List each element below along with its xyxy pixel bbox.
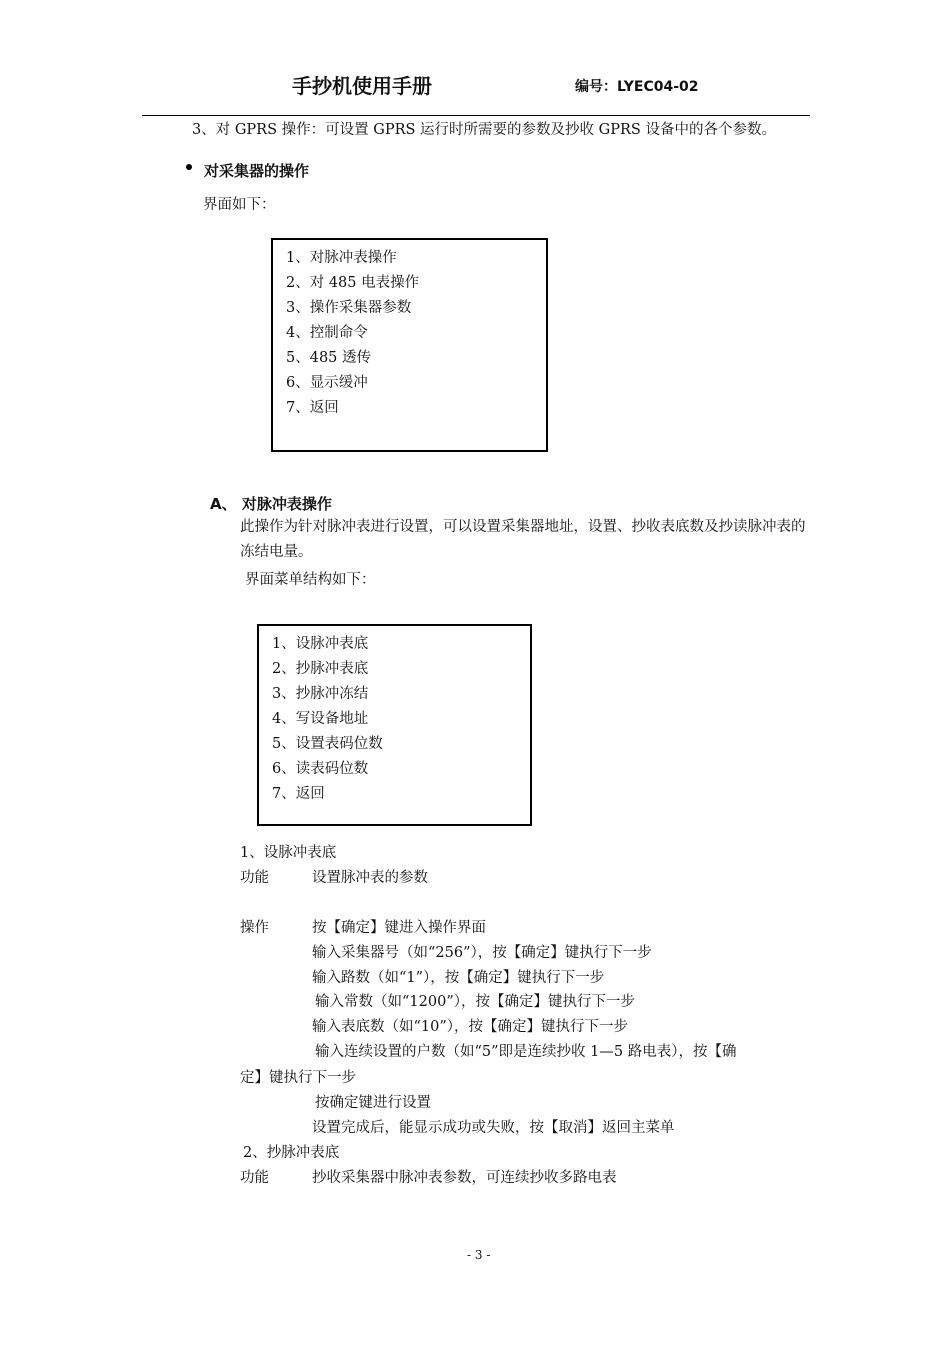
item2-func-label: 功能	[240, 1170, 269, 1186]
pulse-menu-item: 6、读表码位数	[272, 761, 369, 777]
subsection-menu-label: 界面菜单结构如下：	[245, 572, 376, 588]
pulse-menu-item: 4、写设备地址	[272, 711, 369, 727]
main-menu-item: 7、返回	[286, 400, 339, 416]
item1-step: 输入连续设置的户数（如“5”即是连续抄收 1—5 路电表），按【确	[315, 1044, 737, 1060]
item2-func-text: 抄收采集器中脉冲表参数，可连续抄收多路电表	[312, 1170, 617, 1186]
main-menu-item: 4、控制命令	[286, 325, 368, 341]
document-code: 编号：LYEC04-02	[575, 79, 699, 95]
section-heading: 对采集器的操作	[204, 162, 310, 180]
item1-step: 按【确定】键进入操作界面	[312, 920, 486, 936]
item1-step: 输入表底数（如“10”），按【确定】键执行下一步	[312, 1019, 629, 1035]
item1-step: 输入常数（如“1200”），按【确定】键执行下一步	[315, 994, 635, 1010]
item1-step: 按确定键进行设置	[315, 1095, 431, 1111]
main-menu-item: 3、操作采集器参数	[286, 300, 412, 316]
document-title: 手抄机使用手册	[292, 74, 432, 98]
item1-step: 输入路数（如“1”），按【确定】键执行下一步	[312, 970, 605, 986]
main-menu-list	[286, 246, 419, 421]
main-menu-item: 6、显示缓冲	[286, 375, 368, 391]
subsection-heading-a: A、 对脉冲表操作	[210, 495, 332, 513]
pulse-menu-item: 1、设脉冲表底	[272, 636, 369, 652]
subsection-description: 此操作为针对脉冲表进行设置，可以设置采集器地址，设置、抄收表底数及抄读脉冲表的冻结电量。	[240, 519, 806, 560]
item1-op-label: 操作	[240, 920, 269, 936]
main-menu-item: 2、对 485 电表操作	[286, 275, 420, 291]
header-divider	[142, 115, 810, 116]
item1-title: 1、设脉冲表底	[240, 845, 337, 861]
pulse-menu-list	[272, 632, 383, 807]
item1-step-wrap: 定】键执行下一步	[240, 1070, 356, 1086]
page-number: - 3 -	[467, 1248, 491, 1262]
item1-func-text: 设置脉冲表的参数	[312, 870, 428, 886]
section-ui-label: 界面如下：	[203, 197, 276, 213]
bullet-icon	[186, 164, 192, 170]
item2-title: 2、抄脉冲表底	[243, 1145, 340, 1161]
pulse-menu-item: 3、抄脉冲冻结	[272, 686, 369, 702]
pulse-menu-item: 2、抄脉冲表底	[272, 661, 369, 677]
item1-step: 输入采集器号（如“256”），按【确定】键执行下一步	[312, 945, 652, 961]
pulse-menu-item: 5、设置表码位数	[272, 736, 383, 752]
intro-line: 3、对 GPRS 操作：可设置 GPRS 运行时所需要的参数及抄收 GPRS 设备中的各个参数。	[192, 122, 776, 138]
main-menu-item: 5、485 透传	[286, 350, 372, 366]
item1-step: 设置完成后，能显示成功或失败，按【取消】返回主菜单	[312, 1120, 675, 1136]
pulse-menu-item: 7、返回	[272, 786, 325, 802]
item1-func-label: 功能	[240, 870, 269, 886]
main-menu-item: 1、对脉冲表操作	[286, 250, 397, 266]
